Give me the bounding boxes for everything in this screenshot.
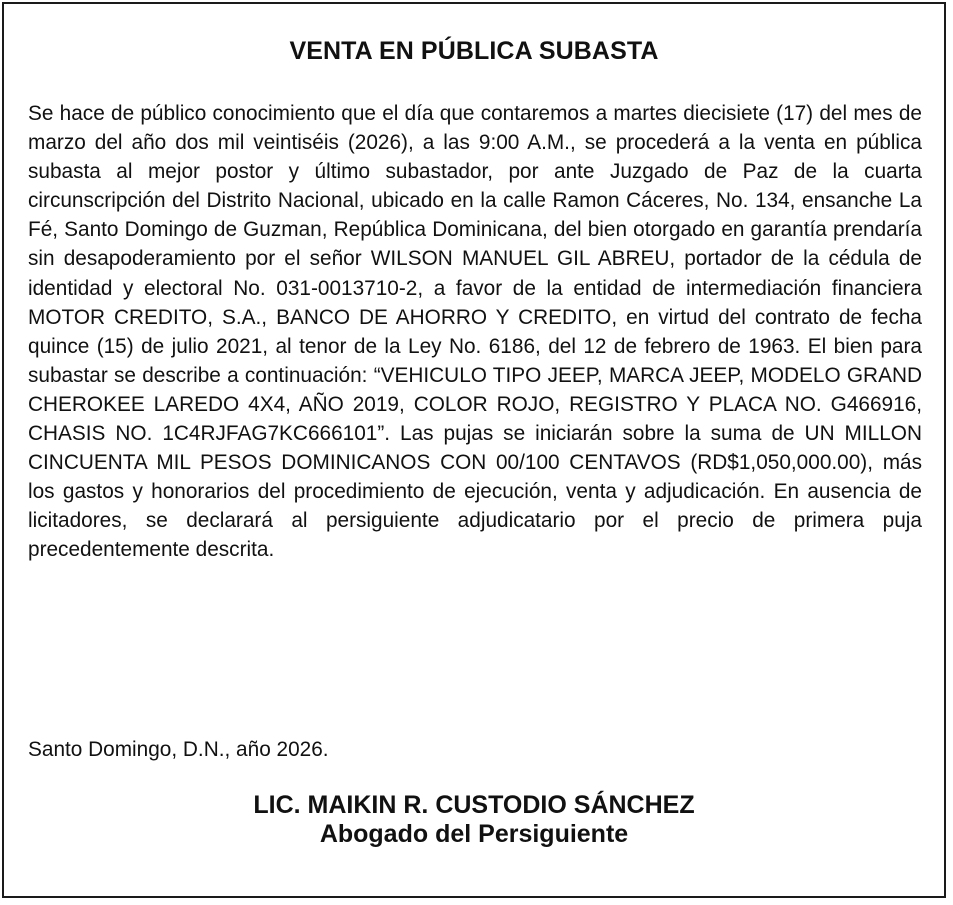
signer-role: Abogado del Persiguiente [319, 820, 629, 848]
notice-title: VENTA EN PÚBLICA SUBASTA [289, 37, 659, 65]
notice-body: Se hace de público conocimiento que el día que contaremos a martes diecisiete (17) del mes de marzo del año dos mil veintiséis (2026), a las 9:00 A.M., se procederá a la venta en pública subasta al mejor postor y último subastador, por ante Juzgado de Paz de la cuarta circunscripción del Distrito Nacional, ubicado en la calle Ramon Cáceres, No. 134, ensanche La Fé, Santo Domingo de Guzman, República Dominicana, del bien otorgado en garantía prendaría sin desapoderamiento por el señor WILSON MANUEL GIL ABREU, portador de la cédula de identidad y electoral No. 031-0013710-2, a favor de la entidad de intermediación financiera MOTOR CREDITO, S.A., BANCO DE AHORRO Y CREDITO, en virtud del contrato de fecha quince (15) de julio 2021, al tenor de la Ley No. 6186, del 12 de febrero de 1963. El bien para subastar se describe a continuación: “VEHICULO TIPO JEEP, MARCA JEEP, MODELO GRAND CHEROKEE LAREDO 4X4, AÑO 2019, COLOR ROJO, REGISTRO Y PLACA NO. G466916, CHASIS NO. 1C4RJFAG7KC666101”. Las pujas se iniciarán sobre la suma de UN MILLON CINCUENTA MIL PESOS DOMINICANOS CON 00/100 CENTAVOS (RD$1,050,000.00), más los gastos y honorarios del procedimiento de ejecución, venta y adjudicación. En ausencia de licitadores, se declarará al persiguiente adjudicatario por el precio de primera puja precedentemente descrita. [28, 102, 922, 562]
legal-notice [2, 2, 946, 898]
signature-block [4, 791, 944, 849]
place-date: Santo Domingo, D.N., año 2026. [28, 738, 329, 761]
signer-name: LIC. MAIKIN R. CUSTODIO SÁNCHEZ [253, 791, 695, 819]
